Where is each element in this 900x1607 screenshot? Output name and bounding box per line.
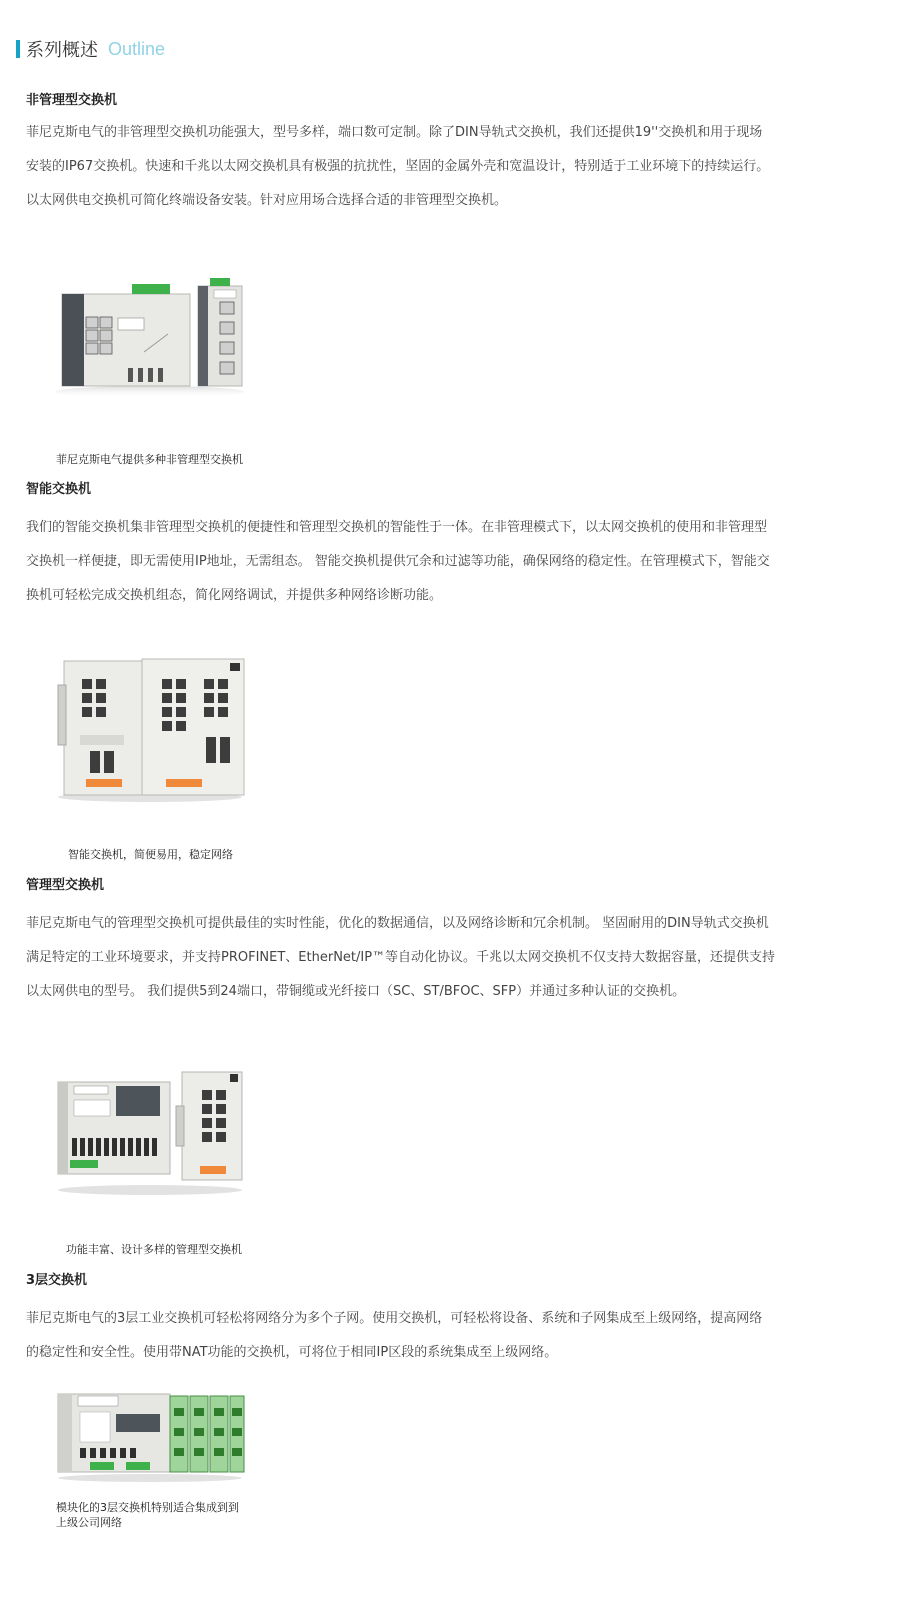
- body-line: 满足特定的工业环境要求，并支持PROFINET、EtherNet/IP™等自动化协议。千兆以太网交换机不仅支持大数据容量，还提供支持: [26, 950, 776, 965]
- body-line: 交换机一样便捷，即无需使用IP地址，无需组态。 智能交换机提供冗余和过滤等功能，确保网络的稳定性。在管理模式下，智能交: [26, 554, 770, 569]
- smart-switches-image: [50, 655, 250, 805]
- body-line: 菲尼克斯电气的3层工业交换机可轻松将网络分为多个子网。使用交换机，可轻松将设备、系统和子网集成至上级网络，提高网络: [26, 1311, 763, 1326]
- caption-managed: 功能丰富、设计多样的管理型交换机: [66, 1243, 242, 1256]
- header-title-en: Outline: [108, 38, 166, 59]
- section-title-smart: 智能交换机: [26, 482, 92, 497]
- caption-unmanaged: 菲尼克斯电气提供多种非管理型交换机: [56, 453, 243, 466]
- caption-line: 上级公司网络: [56, 1516, 122, 1529]
- section-body-smart: [26, 511, 816, 613]
- caption-layer3: [56, 1500, 239, 1530]
- caption-smart: 智能交换机，简便易用，稳定网络: [68, 848, 233, 861]
- layer3-switches-image: [50, 1388, 250, 1484]
- section-body-unmanaged: [26, 116, 816, 218]
- section-header: [16, 38, 165, 60]
- section-title-managed: 管理型交换机: [26, 878, 105, 893]
- section-title-layer3: 3层交换机: [26, 1273, 88, 1288]
- body-line: 安装的IP67交换机。快速和千兆以太网交换机具有极强的抗扰性，坚固的金属外壳和宽温设计，特别适于工业环境下的持续运行。: [26, 159, 770, 174]
- body-line: 换机可轻松完成交换机组态，简化网络调试，并提供多种网络诊断功能。: [26, 588, 443, 603]
- body-line: 菲尼克斯电气的非管理型交换机功能强大，型号多样，端口数可定制。除了DIN导轨式交换机，我们还提供19''交换机和用于现场: [26, 125, 763, 140]
- section-body-layer3: [26, 1302, 816, 1370]
- section-body-managed: [26, 907, 816, 1009]
- section-title-unmanaged: 非管理型交换机: [26, 93, 118, 108]
- body-line: 的稳定性和安全性。使用带NAT功能的交换机，可将位于相同IP区段的系统集成至上级网络。: [26, 1345, 558, 1360]
- body-line: 以太网供电交换机可简化终端设备安装。针对应用场合选择合适的非管理型交换机。: [26, 193, 508, 208]
- header-title-cn: 系列概述: [26, 40, 98, 61]
- caption-line: 模块化的3层交换机特别适合集成到到: [56, 1501, 239, 1514]
- managed-switches-image: [50, 1066, 250, 1198]
- body-line: 菲尼克斯电气的管理型交换机可提供最佳的实时性能，优化的数据通信，以及网络诊断和冗余机制。 坚固耐用的DIN导轨式交换机: [26, 916, 769, 931]
- body-line: 以太网供电的型号。 我们提供5到24端口，带铜缆或光纤接口（SC、ST/BFOC、SFP）并通过多种认证的交换机。: [26, 984, 686, 999]
- body-line: 我们的智能交换机集非管理型交换机的便捷性和管理型交换机的智能性于一体。在非管理模式下，以太网交换机的使用和非管理型: [26, 520, 768, 535]
- unmanaged-switches-image: [50, 272, 250, 400]
- accent-bar: [16, 40, 20, 58]
